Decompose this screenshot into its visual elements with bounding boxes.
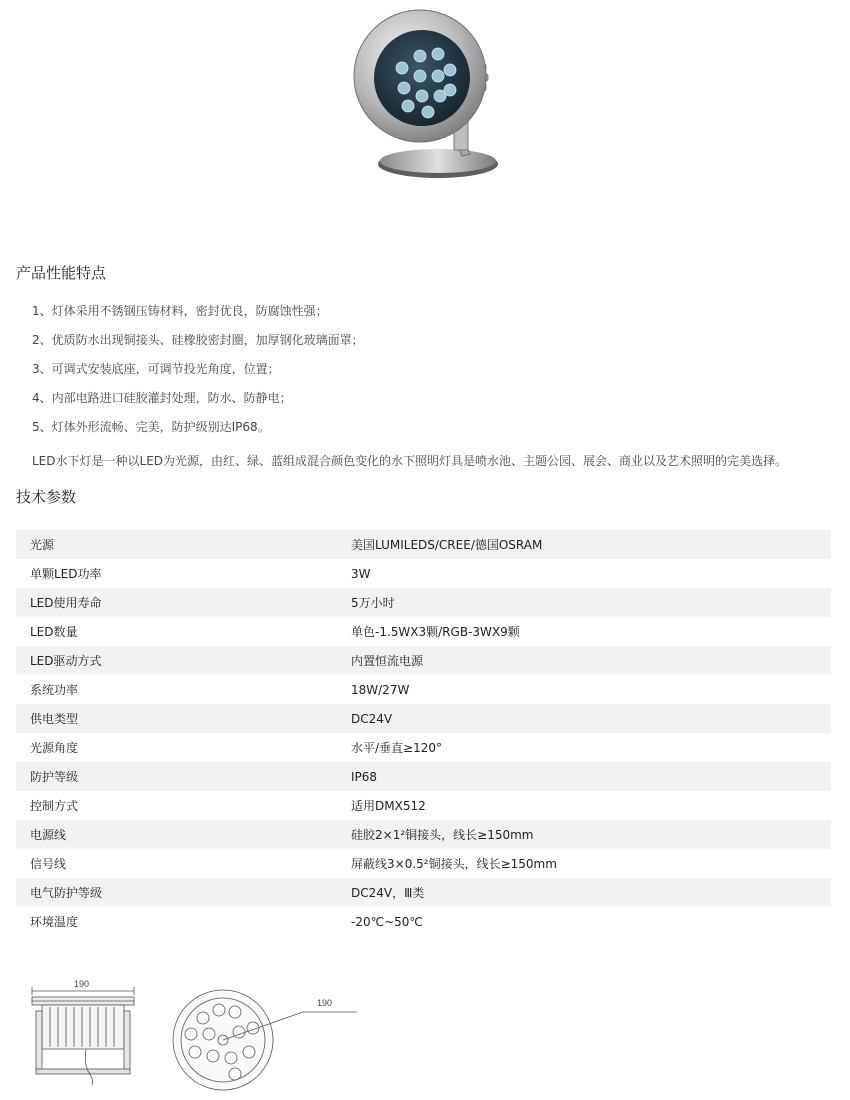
spec-value: -20℃~50℃: [351, 914, 423, 929]
spec-label: 环境温度: [30, 915, 79, 929]
table-row: [16, 588, 831, 617]
spec-value: 3W: [351, 566, 371, 581]
table-row: [16, 849, 831, 878]
spec-label: 电源线: [16, 820, 351, 849]
list-item: 1、灯体采用不锈钢压铸材料，密封优良，防腐蚀性强；: [32, 304, 328, 318]
spec-label: 电气防护等级: [16, 878, 351, 907]
table-row: [16, 559, 831, 588]
spec-label: 系统功率: [30, 683, 79, 697]
side-dimension-label: 190: [74, 979, 90, 989]
table-row: [16, 907, 831, 936]
spec-value: DC24V: [351, 704, 831, 733]
spec-value: 18W/27W: [351, 682, 410, 697]
spec-value: 单色-1.5WX3颗/RGB-3WX9颗: [351, 625, 520, 639]
spec-value: 水平/垂直≥120°: [351, 741, 443, 755]
table-row: [16, 791, 831, 820]
spec-label: 控制方式: [30, 799, 79, 813]
table-row: [16, 530, 831, 559]
front-dimension-label: 190: [317, 998, 333, 1008]
table-row: [16, 878, 831, 907]
list-item: 5、灯体外形流畅、完美，防护级别达IP68。: [32, 420, 270, 434]
spec-value: DC24V，Ⅲ类: [351, 878, 831, 907]
list-item: 2、优质防水出现铜接头、硅橡胶密封圈，加厚钢化玻璃面罩；: [32, 333, 364, 347]
spec-value: 5万小时: [351, 588, 831, 617]
spec-label: 供电类型: [16, 704, 351, 733]
spec-label: 防护等级: [16, 762, 351, 791]
spec-value: 内置恒流电源: [351, 646, 831, 675]
spec-label: LED驱动方式: [16, 646, 351, 675]
spec-value: 适用DMX512: [351, 799, 426, 813]
product-photo: [350, 4, 500, 182]
table-row: [16, 820, 831, 849]
features-title: 产品性能特点: [16, 264, 107, 282]
feature-list: [32, 303, 364, 448]
table-row: [16, 762, 831, 791]
list-item: 3、可调式安装底座，可调节投光角度，位置；: [32, 362, 280, 376]
table-row: [16, 646, 831, 675]
spec-label: 信号线: [30, 857, 67, 871]
table-row: [16, 675, 831, 704]
spec-table: [16, 530, 831, 936]
spec-label: 光源角度: [30, 741, 79, 755]
specs-title: 技术参数: [16, 488, 77, 506]
table-row: [16, 704, 831, 733]
product-summary: LED水下灯是一种以LED为光源，由红、绿、蓝组成混合颜色变化的水下照明灯具是喷水池、主题公园、展会、商业以及艺术照明的完美选择。: [32, 454, 788, 468]
front-view-drawing: [165, 988, 360, 1096]
spec-value: 美国LUMILEDS/CREE/德国OSRAM: [351, 530, 831, 559]
spec-label: 光源: [16, 530, 351, 559]
table-row: [16, 617, 831, 646]
spec-value: 硅胶2×1²铜接头，线长≥150mm: [351, 820, 831, 849]
side-view-drawing: [26, 975, 141, 1085]
spec-value: IP68: [351, 762, 831, 791]
list-item: 4、内部电路进口硅胶灌封处理，防水、防静电；: [32, 391, 292, 405]
spec-label: LED使用寿命: [16, 588, 351, 617]
spec-label: LED数量: [30, 625, 78, 639]
spec-value: 屏蔽线3×0.5²铜接头，线长≥150mm: [351, 857, 557, 871]
table-row: [16, 733, 831, 762]
spec-label: 单颗LED功率: [30, 567, 102, 581]
